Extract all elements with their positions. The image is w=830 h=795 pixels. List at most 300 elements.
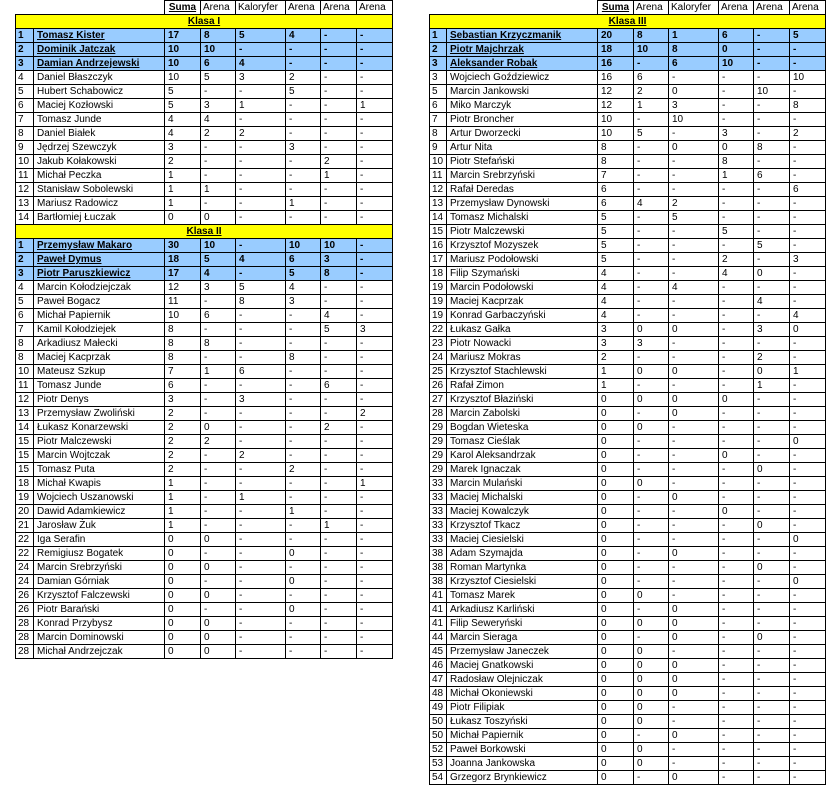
header-c1: Arena xyxy=(201,1,236,15)
score-1: 1 xyxy=(201,365,236,379)
rank: 28 xyxy=(16,617,34,631)
score-2: 4 xyxy=(236,57,286,71)
table-row xyxy=(430,645,826,659)
score-3: - xyxy=(719,407,754,421)
score-4: - xyxy=(754,715,790,729)
score-2: 0 xyxy=(669,617,719,631)
score-2: - xyxy=(236,197,286,211)
player-name: Wojciech Goździewicz xyxy=(447,71,598,85)
table-row xyxy=(16,85,393,99)
score-1: - xyxy=(634,603,669,617)
table-row xyxy=(430,701,826,715)
rank: 28 xyxy=(430,407,447,421)
rank: 38 xyxy=(430,575,447,589)
score-3: - xyxy=(719,561,754,575)
player-name: Dominik Jatczak xyxy=(34,43,165,57)
rank: 10 xyxy=(16,155,34,169)
score-2: - xyxy=(236,463,286,477)
score-5: - xyxy=(790,715,826,729)
score-3: - xyxy=(719,71,754,85)
total: 0 xyxy=(165,575,201,589)
player-name: Marcin Sieraga xyxy=(447,631,598,645)
score-3: - xyxy=(719,295,754,309)
rank: 19 xyxy=(430,281,447,295)
score-3: - xyxy=(286,631,321,645)
table-row xyxy=(16,141,393,155)
total: 8 xyxy=(165,351,201,365)
score-4: - xyxy=(754,155,790,169)
score-1: 0 xyxy=(634,645,669,659)
score-5: - xyxy=(790,169,826,183)
score-1: 2 xyxy=(634,85,669,99)
score-5: - xyxy=(357,337,393,351)
score-1: 1 xyxy=(201,183,236,197)
total: 18 xyxy=(598,43,634,57)
table-row xyxy=(430,267,826,281)
score-4: - xyxy=(754,673,790,687)
score-5: - xyxy=(357,29,393,43)
player-name: Przemysław Makaro xyxy=(34,239,165,253)
score-5: 0 xyxy=(790,533,826,547)
header-c4: Arena xyxy=(321,1,357,15)
table-row xyxy=(430,141,826,155)
rank: 24 xyxy=(16,561,34,575)
total: 2 xyxy=(165,463,201,477)
score-3: - xyxy=(719,547,754,561)
score-1: - xyxy=(634,547,669,561)
score-3: 8 xyxy=(286,351,321,365)
score-4: - xyxy=(754,757,790,771)
score-1: - xyxy=(201,477,236,491)
score-2: - xyxy=(236,183,286,197)
score-3: - xyxy=(719,365,754,379)
score-5: - xyxy=(790,337,826,351)
table-row xyxy=(16,183,393,197)
player-name: Adam Szymajda xyxy=(447,547,598,561)
total: 5 xyxy=(598,211,634,225)
score-4: 0 xyxy=(754,561,790,575)
score-1: 10 xyxy=(634,43,669,57)
score-4: - xyxy=(754,477,790,491)
table-row xyxy=(430,71,826,85)
total: 0 xyxy=(598,421,634,435)
rank: 24 xyxy=(430,351,447,365)
rank: 53 xyxy=(430,757,447,771)
score-1: 5 xyxy=(201,71,236,85)
score-2: - xyxy=(669,295,719,309)
score-1: - xyxy=(634,351,669,365)
score-3: - xyxy=(286,43,321,57)
total: 5 xyxy=(165,99,201,113)
score-4: - xyxy=(321,547,357,561)
table-row xyxy=(430,323,826,337)
score-2: 0 xyxy=(669,729,719,743)
rank: 4 xyxy=(16,281,34,295)
total: 4 xyxy=(165,113,201,127)
total: 6 xyxy=(165,379,201,393)
score-4: - xyxy=(321,561,357,575)
player-name: Maciej Kozłowski xyxy=(34,99,165,113)
score-2: - xyxy=(669,351,719,365)
player-name: Piotr Barański xyxy=(34,603,165,617)
score-5: - xyxy=(357,463,393,477)
score-5: - xyxy=(790,729,826,743)
player-name: Marcin Dominowski xyxy=(34,631,165,645)
table-row xyxy=(16,29,393,43)
score-2: 1 xyxy=(236,99,286,113)
table-row xyxy=(16,379,393,393)
score-3: 0 xyxy=(286,603,321,617)
player-name: Mateusz Szkup xyxy=(34,365,165,379)
total: 0 xyxy=(598,743,634,757)
header-c2: Kaloryfer xyxy=(236,1,286,15)
score-4: 0 xyxy=(754,463,790,477)
score-3: - xyxy=(286,589,321,603)
table-row xyxy=(430,43,826,57)
score-3: - xyxy=(286,57,321,71)
score-5: - xyxy=(357,43,393,57)
score-3: - xyxy=(719,659,754,673)
score-5: - xyxy=(790,239,826,253)
score-2: - xyxy=(669,449,719,463)
table-row xyxy=(430,295,826,309)
player-name: Tomasz Puta xyxy=(34,463,165,477)
score-3: 1 xyxy=(286,197,321,211)
player-name: Tomasz Cieślak xyxy=(447,435,598,449)
score-2: 8 xyxy=(669,43,719,57)
score-5: - xyxy=(790,155,826,169)
table-row xyxy=(16,57,393,71)
score-2: - xyxy=(236,379,286,393)
score-5: - xyxy=(357,421,393,435)
total: 0 xyxy=(598,449,634,463)
player-name: Kamil Kołodziejek xyxy=(34,323,165,337)
score-3: - xyxy=(719,323,754,337)
score-4: - xyxy=(321,29,357,43)
score-3: - xyxy=(719,575,754,589)
total: 7 xyxy=(165,365,201,379)
score-4: - xyxy=(754,533,790,547)
score-2: 0 xyxy=(669,603,719,617)
total: 5 xyxy=(598,239,634,253)
rank: 26 xyxy=(430,379,447,393)
score-1: 0 xyxy=(634,323,669,337)
rank: 25 xyxy=(430,365,447,379)
rank: 38 xyxy=(430,547,447,561)
player-name: Artur Dworzecki xyxy=(447,127,598,141)
total: 0 xyxy=(598,757,634,771)
score-3: - xyxy=(286,99,321,113)
score-2: - xyxy=(669,533,719,547)
total: 8 xyxy=(598,141,634,155)
score-2: - xyxy=(669,421,719,435)
score-3: 0 xyxy=(719,43,754,57)
score-5: - xyxy=(790,407,826,421)
score-1: - xyxy=(634,183,669,197)
total: 20 xyxy=(598,29,634,43)
table-row xyxy=(16,127,393,141)
score-4: - xyxy=(321,337,357,351)
player-name: Krzysztof Ciesielski xyxy=(447,575,598,589)
score-4: 10 xyxy=(321,239,357,253)
score-5: 3 xyxy=(790,253,826,267)
score-2: - xyxy=(236,617,286,631)
score-4: - xyxy=(754,603,790,617)
rank: 13 xyxy=(16,407,34,421)
score-4: - xyxy=(754,127,790,141)
total: 2 xyxy=(598,351,634,365)
score-1: - xyxy=(201,141,236,155)
total: 30 xyxy=(165,239,201,253)
score-1: 0 xyxy=(634,617,669,631)
score-1: - xyxy=(634,309,669,323)
score-5: - xyxy=(357,631,393,645)
total: 1 xyxy=(165,505,201,519)
rank: 13 xyxy=(16,197,34,211)
score-1: - xyxy=(201,393,236,407)
total: 0 xyxy=(165,645,201,659)
score-3: - xyxy=(286,113,321,127)
score-2: - xyxy=(236,519,286,533)
score-5: - xyxy=(790,645,826,659)
class-header-row xyxy=(16,15,393,29)
score-2: - xyxy=(236,309,286,323)
total: 0 xyxy=(165,589,201,603)
header-c3: Arena xyxy=(719,1,754,15)
score-5: - xyxy=(357,71,393,85)
score-3: - xyxy=(719,281,754,295)
total: 3 xyxy=(165,141,201,155)
score-5: - xyxy=(790,757,826,771)
rank: 19 xyxy=(430,295,447,309)
score-3: - xyxy=(286,211,321,225)
total: 0 xyxy=(598,407,634,421)
rank: 10 xyxy=(16,365,34,379)
table-row xyxy=(16,351,393,365)
score-1: 0 xyxy=(634,687,669,701)
table-row xyxy=(430,631,826,645)
score-4: - xyxy=(321,99,357,113)
score-2: - xyxy=(669,169,719,183)
score-2: 4 xyxy=(236,253,286,267)
score-5: - xyxy=(357,491,393,505)
score-3: - xyxy=(719,757,754,771)
score-4: - xyxy=(754,43,790,57)
rank: 44 xyxy=(430,631,447,645)
score-3: 2 xyxy=(286,463,321,477)
score-1: 10 xyxy=(201,43,236,57)
score-2: 0 xyxy=(669,659,719,673)
rank: 12 xyxy=(16,393,34,407)
score-4: - xyxy=(754,547,790,561)
score-5: - xyxy=(790,673,826,687)
rank: 52 xyxy=(430,743,447,757)
rank: 49 xyxy=(430,701,447,715)
score-2: 0 xyxy=(669,85,719,99)
score-2: - xyxy=(669,757,719,771)
header-c3: Arena xyxy=(286,1,321,15)
score-1: - xyxy=(201,295,236,309)
score-4: - xyxy=(754,589,790,603)
score-1: 0 xyxy=(201,589,236,603)
score-3: - xyxy=(286,183,321,197)
score-4: - xyxy=(754,701,790,715)
total: 1 xyxy=(165,519,201,533)
score-1: 3 xyxy=(634,337,669,351)
total: 8 xyxy=(165,323,201,337)
score-5: - xyxy=(790,295,826,309)
table-row xyxy=(16,197,393,211)
score-1: - xyxy=(634,505,669,519)
score-1: 0 xyxy=(634,421,669,435)
total: 3 xyxy=(165,393,201,407)
score-5: 0 xyxy=(790,435,826,449)
score-1: 0 xyxy=(201,617,236,631)
total: 2 xyxy=(165,407,201,421)
score-5: 1 xyxy=(357,99,393,113)
rank: 6 xyxy=(16,99,34,113)
total: 17 xyxy=(165,267,201,281)
score-1: - xyxy=(634,211,669,225)
player-name: Piotr Nowacki xyxy=(447,337,598,351)
score-1: - xyxy=(201,519,236,533)
score-4: - xyxy=(321,631,357,645)
player-name: Michał Kwapis xyxy=(34,477,165,491)
score-3: - xyxy=(286,169,321,183)
total: 18 xyxy=(165,253,201,267)
score-4: - xyxy=(754,29,790,43)
score-3: - xyxy=(286,323,321,337)
score-2: - xyxy=(669,239,719,253)
score-2: 10 xyxy=(669,113,719,127)
score-4: - xyxy=(321,463,357,477)
total: 0 xyxy=(165,547,201,561)
score-1: - xyxy=(634,239,669,253)
player-name: Arkadiusz Małecki xyxy=(34,337,165,351)
player-name: Michał Papiernik xyxy=(447,729,598,743)
score-5: - xyxy=(357,155,393,169)
player-name: Marcin Srebrzyński xyxy=(447,169,598,183)
table-row xyxy=(430,729,826,743)
table-row xyxy=(16,337,393,351)
score-4: 5 xyxy=(321,323,357,337)
table-row xyxy=(430,365,826,379)
score-1: - xyxy=(201,323,236,337)
total: 0 xyxy=(598,701,634,715)
score-2: - xyxy=(669,645,719,659)
score-3: - xyxy=(719,197,754,211)
player-name: Piotr Filipiak xyxy=(447,701,598,715)
rank: 33 xyxy=(430,505,447,519)
table-row xyxy=(16,267,393,281)
score-2: 0 xyxy=(669,547,719,561)
table-row xyxy=(430,253,826,267)
score-5: - xyxy=(790,449,826,463)
score-3: - xyxy=(286,449,321,463)
table-row xyxy=(16,631,393,645)
score-5: 2 xyxy=(790,127,826,141)
score-3: - xyxy=(286,491,321,505)
score-2: - xyxy=(669,435,719,449)
score-1: - xyxy=(201,85,236,99)
player-name: Michał Okoniewski xyxy=(447,687,598,701)
class-header-row xyxy=(430,15,826,29)
player-name: Stanisław Sobolewski xyxy=(34,183,165,197)
total: 0 xyxy=(165,603,201,617)
score-2: 0 xyxy=(669,491,719,505)
score-4: - xyxy=(754,771,790,785)
total: 12 xyxy=(598,85,634,99)
score-1: 1 xyxy=(634,99,669,113)
score-3: - xyxy=(719,603,754,617)
rank: 2 xyxy=(16,43,34,57)
table-row xyxy=(430,421,826,435)
score-3: - xyxy=(719,617,754,631)
player-name: Tomasz Michalski xyxy=(447,211,598,225)
header-blank xyxy=(430,1,598,15)
total: 0 xyxy=(598,393,634,407)
rank: 41 xyxy=(430,603,447,617)
total: 5 xyxy=(598,225,634,239)
score-3: - xyxy=(719,309,754,323)
score-5: - xyxy=(357,141,393,155)
total: 16 xyxy=(598,71,634,85)
score-2: - xyxy=(669,337,719,351)
class-title: Klasa II xyxy=(16,225,393,239)
total: 0 xyxy=(598,533,634,547)
player-name: Paweł Bogacz xyxy=(34,295,165,309)
player-name: Damian Górniak xyxy=(34,575,165,589)
rank: 7 xyxy=(430,113,447,127)
player-name: Konrad Garbaczyński xyxy=(447,309,598,323)
rank: 15 xyxy=(16,449,34,463)
score-3: - xyxy=(286,617,321,631)
score-1: 0 xyxy=(634,743,669,757)
score-4: - xyxy=(754,617,790,631)
rank: 20 xyxy=(16,505,34,519)
rank: 11 xyxy=(16,379,34,393)
score-4: - xyxy=(321,71,357,85)
table-row xyxy=(16,435,393,449)
score-3: - xyxy=(719,519,754,533)
score-1: - xyxy=(634,631,669,645)
score-3: 1 xyxy=(286,505,321,519)
player-name: Daniel Błaszczyk xyxy=(34,71,165,85)
score-1: - xyxy=(201,169,236,183)
score-4: - xyxy=(754,253,790,267)
player-name: Iga Serafin xyxy=(34,533,165,547)
score-4: - xyxy=(754,183,790,197)
score-2: - xyxy=(669,575,719,589)
score-1: 8 xyxy=(201,337,236,351)
total: 2 xyxy=(165,435,201,449)
table-row xyxy=(16,281,393,295)
score-4: - xyxy=(321,407,357,421)
player-name: Dawid Adamkiewicz xyxy=(34,505,165,519)
score-4: - xyxy=(321,43,357,57)
score-1: 0 xyxy=(201,631,236,645)
score-3: 5 xyxy=(719,225,754,239)
player-name: Łukasz Gałka xyxy=(447,323,598,337)
score-3: - xyxy=(719,673,754,687)
score-4: - xyxy=(321,491,357,505)
rank: 19 xyxy=(16,491,34,505)
table-row xyxy=(430,477,826,491)
table-row xyxy=(430,57,826,71)
player-name: Remigiusz Bogatek xyxy=(34,547,165,561)
total: 1 xyxy=(165,491,201,505)
score-2: 3 xyxy=(236,393,286,407)
